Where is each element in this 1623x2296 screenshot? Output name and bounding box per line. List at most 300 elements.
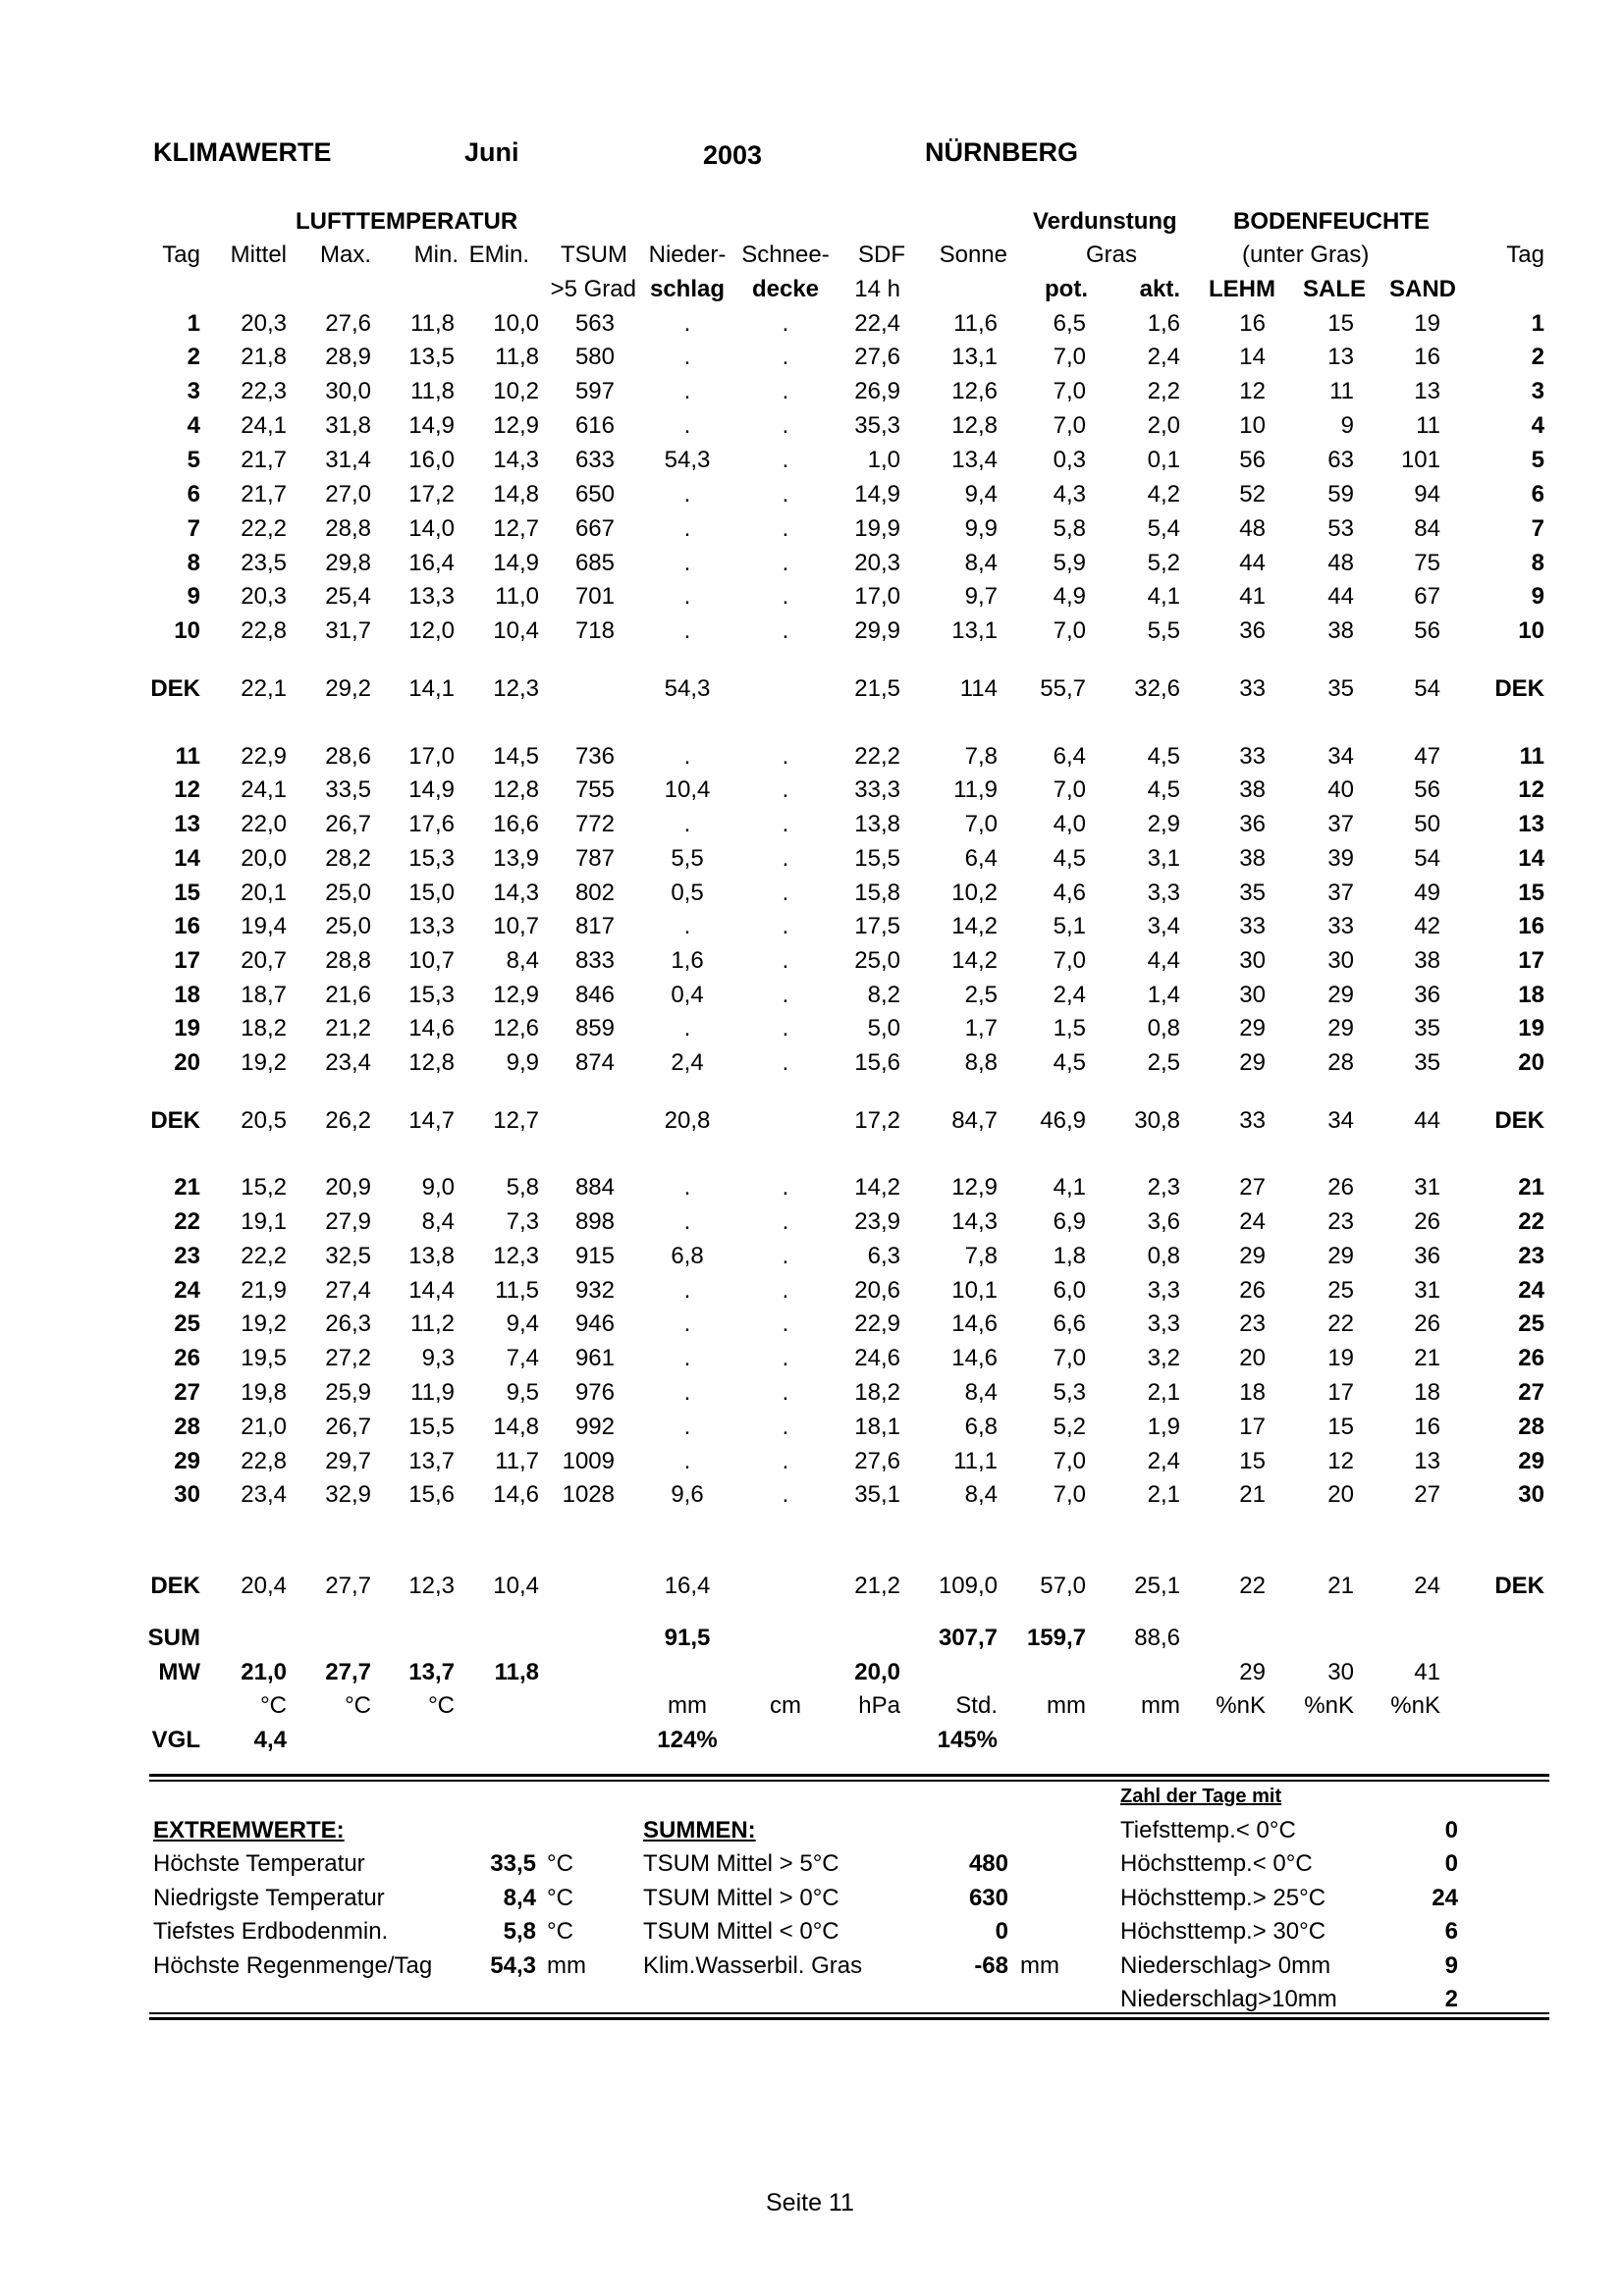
row-tag-right: 18 (1518, 982, 1544, 1008)
table-cell: . (782, 550, 789, 576)
days-label: Niederschlag> 0mm (1120, 1952, 1331, 1979)
table-cell: . (683, 550, 691, 576)
table-cell: 1,6 (1147, 310, 1180, 337)
table-cell: 4,3 (1053, 481, 1086, 507)
table-cell: 7,0 (1053, 412, 1086, 439)
table-cell: 1,5 (1053, 1015, 1086, 1041)
table-cell: 7,8 (964, 743, 998, 770)
row-tag-right: 23 (1518, 1243, 1544, 1269)
table-cell: 3,3 (1147, 1277, 1180, 1304)
summary-mw-cell: 20,0 (854, 1659, 900, 1685)
table-cell: 20,5 (241, 1107, 287, 1134)
table-cell: 17 (1327, 1379, 1354, 1406)
table-cell: 53 (1327, 515, 1354, 542)
table-cell: 34 (1327, 743, 1354, 770)
table-cell: 33 (1239, 743, 1266, 770)
row-tag-right: 27 (1518, 1379, 1544, 1406)
summary-units-cell: %nK (1216, 1692, 1266, 1719)
table-cell: 19,2 (241, 1049, 287, 1076)
row-tag: 28 (174, 1414, 200, 1440)
table-cell: . (683, 515, 691, 542)
table-cell: 17,2 (854, 1107, 900, 1134)
table-cell: 10 (1239, 412, 1266, 439)
table-cell: 35,3 (854, 412, 900, 439)
table-cell: 12,8 (493, 776, 539, 803)
table-cell: 16 (1414, 344, 1440, 370)
sum-label: Klim.Wasserbil. Gras (643, 1952, 863, 1979)
summary-mw-cell: 27,7 (325, 1659, 371, 1685)
table-cell: 946 (574, 1310, 615, 1337)
header-emin: EMin. (468, 241, 529, 268)
table-cell: 30,8 (1134, 1107, 1180, 1134)
table-cell: 63 (1327, 447, 1354, 473)
row-tag: 25 (174, 1310, 200, 1337)
table-cell: 38 (1239, 776, 1266, 803)
extreme-label: Tiefstes Erdbodenmin. (153, 1918, 389, 1945)
sum-value: -68 (974, 1952, 1008, 1979)
table-cell: 16,6 (493, 811, 539, 837)
table-cell: 597 (574, 378, 615, 404)
table-cell: 10,4 (493, 617, 539, 644)
table-cell: 12,3 (493, 1243, 539, 1269)
title-year: 2003 (703, 140, 763, 170)
summary-mw-cell: 13,7 (408, 1659, 455, 1685)
table-cell: . (782, 913, 789, 939)
table-cell: 16 (1414, 1414, 1440, 1440)
table-cell: . (782, 947, 789, 974)
table-cell: 44 (1239, 550, 1266, 576)
table-cell: 29 (1327, 982, 1354, 1008)
table-cell: 29 (1327, 1243, 1354, 1269)
table-cell: 9,5 (506, 1379, 539, 1406)
table-cell: . (782, 743, 789, 770)
table-cell: 41 (1239, 583, 1266, 610)
summary-units-cell: Std. (955, 1692, 998, 1719)
table-cell: 34 (1327, 1107, 1354, 1134)
table-cell: 1,9 (1147, 1414, 1180, 1440)
table-cell: 4,2 (1147, 481, 1180, 507)
table-cell: 40 (1327, 776, 1354, 803)
table-cell: 1,7 (964, 1015, 998, 1041)
table-cell: 4,5 (1147, 776, 1180, 803)
table-cell: 15 (1327, 1414, 1354, 1440)
row-tag-right: 20 (1518, 1049, 1544, 1076)
table-cell: . (782, 583, 789, 610)
table-cell: 8,8 (964, 1049, 998, 1076)
table-cell: 17,0 (854, 583, 900, 610)
table-cell: 12,9 (493, 412, 539, 439)
row-tag-right: DEK (1494, 1573, 1544, 1599)
table-cell: 21,0 (241, 1414, 287, 1440)
days-label: Niederschlag>10mm (1120, 1986, 1337, 2012)
table-cell: 4,9 (1053, 583, 1086, 610)
header-max: Max. (319, 241, 371, 268)
table-cell: 4,5 (1147, 743, 1180, 770)
table-cell: . (683, 310, 691, 337)
table-cell: 24,1 (241, 776, 287, 803)
table-cell: 27,4 (325, 1277, 371, 1304)
table-cell: 19,9 (854, 515, 900, 542)
table-cell: 21,7 (241, 481, 287, 507)
table-cell: 21,8 (241, 344, 287, 370)
row-tag: 24 (174, 1277, 200, 1304)
header-bodenfeuchte: BODENFEUCHTE (1233, 208, 1431, 235)
table-cell: 7,0 (1053, 1345, 1086, 1371)
table-cell: 19,4 (241, 913, 287, 939)
table-cell: 2,4 (671, 1049, 704, 1076)
table-cell: 4,5 (1053, 845, 1086, 872)
table-cell: 28,8 (325, 515, 371, 542)
table-cell: 24 (1414, 1573, 1440, 1599)
days-label: Höchsttemp.> 25°C (1120, 1885, 1326, 1911)
row-tag-right: 29 (1518, 1448, 1544, 1474)
table-cell: 6,4 (964, 845, 998, 872)
row-tag: 16 (174, 913, 200, 939)
header-min: Min. (413, 241, 459, 268)
table-cell: 5,3 (1053, 1379, 1086, 1406)
summary-units-cell: mm (1141, 1692, 1180, 1719)
table-cell: 7,8 (964, 1243, 998, 1269)
table-cell: . (782, 515, 789, 542)
table-cell: 23 (1327, 1208, 1354, 1235)
sum-label: TSUM Mittel > 0°C (643, 1885, 839, 1911)
table-cell: 46,9 (1040, 1107, 1086, 1134)
table-cell: 25,1 (1134, 1573, 1180, 1599)
table-cell: 14,6 (951, 1345, 998, 1371)
table-cell: 52 (1239, 481, 1266, 507)
table-cell: 24,6 (854, 1345, 900, 1371)
header-sale: SALE (1302, 276, 1366, 302)
header-tag: Tag (162, 241, 200, 268)
table-cell: 20,3 (854, 550, 900, 576)
table-cell: 12,3 (493, 675, 539, 702)
table-cell: 2,5 (964, 982, 998, 1008)
table-cell: 701 (574, 583, 615, 610)
table-cell: 846 (574, 982, 615, 1008)
table-cell: 0,3 (1053, 447, 1086, 473)
table-cell: 20,1 (241, 880, 287, 906)
table-cell: . (782, 1277, 789, 1304)
table-cell: 6,3 (867, 1243, 900, 1269)
table-cell: 2,4 (1147, 1448, 1180, 1474)
table-cell: 26 (1414, 1310, 1440, 1337)
table-cell: 16,4 (664, 1573, 711, 1599)
table-cell: 833 (574, 947, 615, 974)
table-cell: 2,4 (1053, 982, 1086, 1008)
table-cell: 3,3 (1147, 1310, 1180, 1337)
table-cell: 12,3 (408, 1573, 455, 1599)
table-cell: 8,4 (964, 1379, 998, 1406)
table-cell: 1,6 (671, 947, 704, 974)
summary-vgl-cell: 145% (937, 1727, 998, 1753)
table-cell: 22,2 (241, 515, 287, 542)
table-cell: 17,5 (854, 913, 900, 939)
table-cell: 9,6 (671, 1481, 704, 1508)
row-tag-right: 26 (1518, 1345, 1544, 1371)
table-cell: 5,9 (1053, 550, 1086, 576)
table-cell: 31 (1414, 1277, 1440, 1304)
table-cell: 15,0 (408, 880, 455, 906)
table-cell: 5,2 (1147, 550, 1180, 576)
table-cell: 25,0 (325, 913, 371, 939)
table-cell: 30 (1327, 947, 1354, 974)
row-tag-right: DEK (1494, 1107, 1544, 1134)
table-cell: 6,5 (1053, 310, 1086, 337)
table-cell: 50 (1414, 811, 1440, 837)
row-tag: 3 (187, 378, 200, 404)
table-cell: 28,9 (325, 344, 371, 370)
table-cell: 4,0 (1053, 811, 1086, 837)
table-cell: 28 (1327, 1049, 1354, 1076)
row-tag-right: 9 (1531, 583, 1544, 610)
row-tag: 5 (187, 447, 200, 473)
table-cell: . (782, 1174, 789, 1201)
table-cell: 12,7 (493, 515, 539, 542)
summary-units-cell: hPa (858, 1692, 900, 1719)
table-cell: 32,5 (325, 1243, 371, 1269)
title-label: KLIMAWERTE (153, 137, 332, 167)
row-tag: 14 (174, 845, 200, 872)
table-cell: 27,6 (325, 310, 371, 337)
table-cell: 44 (1414, 1107, 1440, 1134)
row-tag-right: 4 (1531, 412, 1544, 439)
table-cell: 12,7 (493, 1107, 539, 1134)
row-tag-right: 5 (1531, 447, 1544, 473)
table-cell: 44 (1327, 583, 1354, 610)
table-cell: 13,1 (951, 617, 998, 644)
table-cell: 14,1 (408, 675, 455, 702)
table-cell: . (782, 1379, 789, 1406)
table-cell: 7,0 (1053, 1448, 1086, 1474)
table-cell: 19,8 (241, 1379, 287, 1406)
table-cell: 13 (1327, 344, 1354, 370)
table-cell: 25 (1327, 1277, 1354, 1304)
table-cell: 8,4 (964, 550, 998, 576)
header-mittel: Mittel (230, 241, 287, 268)
summary-mw-cell: 29 (1239, 1659, 1266, 1685)
table-cell: 580 (574, 344, 615, 370)
table-cell: 6,8 (964, 1414, 998, 1440)
table-cell: 15,3 (408, 845, 455, 872)
table-cell: 15,5 (854, 845, 900, 872)
extreme-label: Niedrigste Temperatur (153, 1885, 385, 1911)
header-sand: SAND (1388, 276, 1456, 302)
table-cell: 17,2 (408, 481, 455, 507)
sum-label: TSUM Mittel < 0°C (643, 1918, 839, 1945)
extreme-value: 33,5 (490, 1850, 536, 1877)
summary-mw-cell: 41 (1414, 1659, 1440, 1685)
table-cell: 20,3 (241, 310, 287, 337)
row-tag: 18 (174, 982, 200, 1008)
table-cell: 22,1 (241, 675, 287, 702)
table-cell: 13 (1414, 378, 1440, 404)
table-cell: 2,9 (1147, 811, 1180, 837)
table-cell: 56 (1414, 617, 1440, 644)
row-tag: 21 (174, 1174, 200, 1201)
table-cell: 20,3 (241, 583, 287, 610)
table-cell: . (782, 412, 789, 439)
extreme-unit: mm (547, 1952, 586, 1979)
table-cell: 7,3 (506, 1208, 539, 1235)
table-cell: 23,4 (241, 1481, 287, 1508)
table-cell: 29,2 (325, 675, 371, 702)
header-sdf: SDF (858, 241, 905, 268)
table-cell: . (683, 378, 691, 404)
table-cell: 16,0 (408, 447, 455, 473)
header-nieder-2: schlag (649, 276, 726, 302)
row-tag: 6 (187, 481, 200, 507)
table-cell: 21,6 (325, 982, 371, 1008)
table-cell: 48 (1239, 515, 1266, 542)
sum-unit: mm (1020, 1952, 1059, 1979)
table-cell: 884 (574, 1174, 615, 1201)
table-cell: 21,9 (241, 1277, 287, 1304)
table-cell: . (683, 1310, 691, 1337)
table-cell: 36 (1239, 617, 1266, 644)
header-tsum: TSUM (561, 241, 627, 268)
divider-bottom-2 (149, 2017, 1549, 2020)
table-cell: 25,0 (325, 880, 371, 906)
table-cell: 67 (1414, 583, 1440, 610)
table-cell: 5,0 (867, 1015, 900, 1041)
table-cell: . (782, 1481, 789, 1508)
table-cell: 932 (574, 1277, 615, 1304)
row-tag: 12 (174, 776, 200, 803)
table-cell: 10,4 (664, 776, 711, 803)
table-cell: 17 (1239, 1414, 1266, 1440)
table-cell: 54,3 (664, 675, 711, 702)
table-cell: . (683, 1414, 691, 1440)
days-value: 2 (1444, 1986, 1458, 2012)
table-cell: 14,5 (493, 743, 539, 770)
table-cell: 11,8 (410, 310, 455, 337)
summary-units-cell: %nK (1304, 1692, 1354, 1719)
row-tag: 13 (174, 811, 200, 837)
table-cell: . (782, 845, 789, 872)
table-cell: 29,7 (325, 1448, 371, 1474)
summary-mw-cell: 21,0 (241, 1659, 287, 1685)
table-cell: 755 (574, 776, 615, 803)
table-cell: 12,8 (408, 1049, 455, 1076)
table-cell: 18 (1239, 1379, 1266, 1406)
table-cell: 94 (1414, 481, 1440, 507)
row-tag-right: 11 (1519, 743, 1544, 770)
table-cell: 20,4 (241, 1573, 287, 1599)
row-tag-right: 22 (1518, 1208, 1544, 1235)
table-cell: . (683, 1015, 691, 1041)
table-cell: 11,8 (495, 344, 539, 370)
table-cell: 18,2 (241, 1015, 287, 1041)
table-cell: . (782, 880, 789, 906)
table-cell: 19 (1414, 310, 1440, 337)
table-cell: 29 (1327, 1015, 1354, 1041)
table-cell: 38 (1327, 617, 1354, 644)
table-cell: 667 (574, 515, 615, 542)
table-cell: . (683, 1208, 691, 1235)
row-tag-right: 1 (1531, 310, 1544, 337)
row-tag: 9 (187, 583, 200, 610)
table-cell: 5,8 (506, 1174, 539, 1201)
table-cell: 7,0 (1053, 617, 1086, 644)
table-cell: 10,1 (951, 1277, 998, 1304)
table-cell: 26 (1414, 1208, 1440, 1235)
row-tag: 19 (174, 1015, 200, 1041)
row-tag-right: 24 (1518, 1277, 1544, 1304)
days-heading: Zahl der Tage mit (1120, 1786, 1282, 1807)
table-cell: 11,2 (410, 1310, 455, 1337)
table-cell: 18,7 (241, 982, 287, 1008)
table-cell: 3,1 (1147, 845, 1180, 872)
table-cell: 28,6 (325, 743, 371, 770)
table-cell: 114 (959, 675, 998, 702)
table-cell: 48 (1327, 550, 1354, 576)
row-tag: 27 (174, 1379, 200, 1406)
table-cell: 3,2 (1147, 1345, 1180, 1371)
table-cell: 35 (1414, 1049, 1440, 1076)
row-tag-right: 14 (1518, 845, 1544, 872)
table-cell: 9 (1340, 412, 1354, 439)
summary-sum-cell: 307,7 (938, 1625, 998, 1651)
table-cell: 20,7 (241, 947, 287, 974)
table-cell: 22,9 (241, 743, 287, 770)
table-cell: 3,6 (1147, 1208, 1180, 1235)
table-cell: 14 (1239, 344, 1266, 370)
table-cell: 5,5 (1147, 617, 1180, 644)
page-number: Seite 11 (766, 2189, 854, 2216)
table-cell: 14,3 (493, 447, 539, 473)
table-cell: 0,1 (1147, 447, 1180, 473)
table-cell: 14,9 (854, 481, 900, 507)
table-cell: 5,4 (1147, 515, 1180, 542)
table-cell: 14,7 (408, 1107, 455, 1134)
sum-value: 0 (995, 1918, 1008, 1945)
table-cell: 0,5 (671, 880, 704, 906)
table-cell: 10,2 (951, 880, 998, 906)
table-cell: 0,8 (1147, 1243, 1180, 1269)
table-cell: . (683, 811, 691, 837)
table-cell: 56 (1414, 776, 1440, 803)
table-cell: 976 (574, 1379, 615, 1406)
table-cell: 563 (574, 310, 615, 337)
table-cell: . (782, 310, 789, 337)
table-cell: 27,0 (325, 481, 371, 507)
table-cell: 14,2 (854, 1174, 900, 1201)
table-cell: 21,7 (241, 447, 287, 473)
days-value: 9 (1444, 1952, 1458, 1979)
table-cell: 35,1 (854, 1481, 900, 1508)
table-cell: 33,3 (854, 776, 900, 803)
table-cell: 33,5 (325, 776, 371, 803)
table-cell: 4,1 (1053, 1174, 1086, 1201)
days-label: Tiefsttemp.< 0°C (1120, 1817, 1296, 1843)
table-cell: 20,0 (241, 845, 287, 872)
table-cell: 898 (574, 1208, 615, 1235)
header-schnee: Schnee- (741, 241, 830, 268)
header-schnee-2: decke (751, 276, 820, 302)
table-cell: 22 (1239, 1573, 1266, 1599)
table-cell: 31 (1414, 1174, 1440, 1201)
row-tag-right: 25 (1518, 1310, 1544, 1337)
table-cell: 2,2 (1147, 378, 1180, 404)
table-cell: 27,9 (325, 1208, 371, 1235)
table-cell: 802 (574, 880, 615, 906)
table-cell: 13,5 (408, 344, 455, 370)
table-cell: 633 (574, 447, 615, 473)
summary-units-cell: °C (345, 1692, 371, 1719)
table-cell: 9,9 (964, 515, 998, 542)
table-cell: 616 (574, 412, 615, 439)
extremes-heading: EXTREMWERTE: (153, 1817, 345, 1843)
